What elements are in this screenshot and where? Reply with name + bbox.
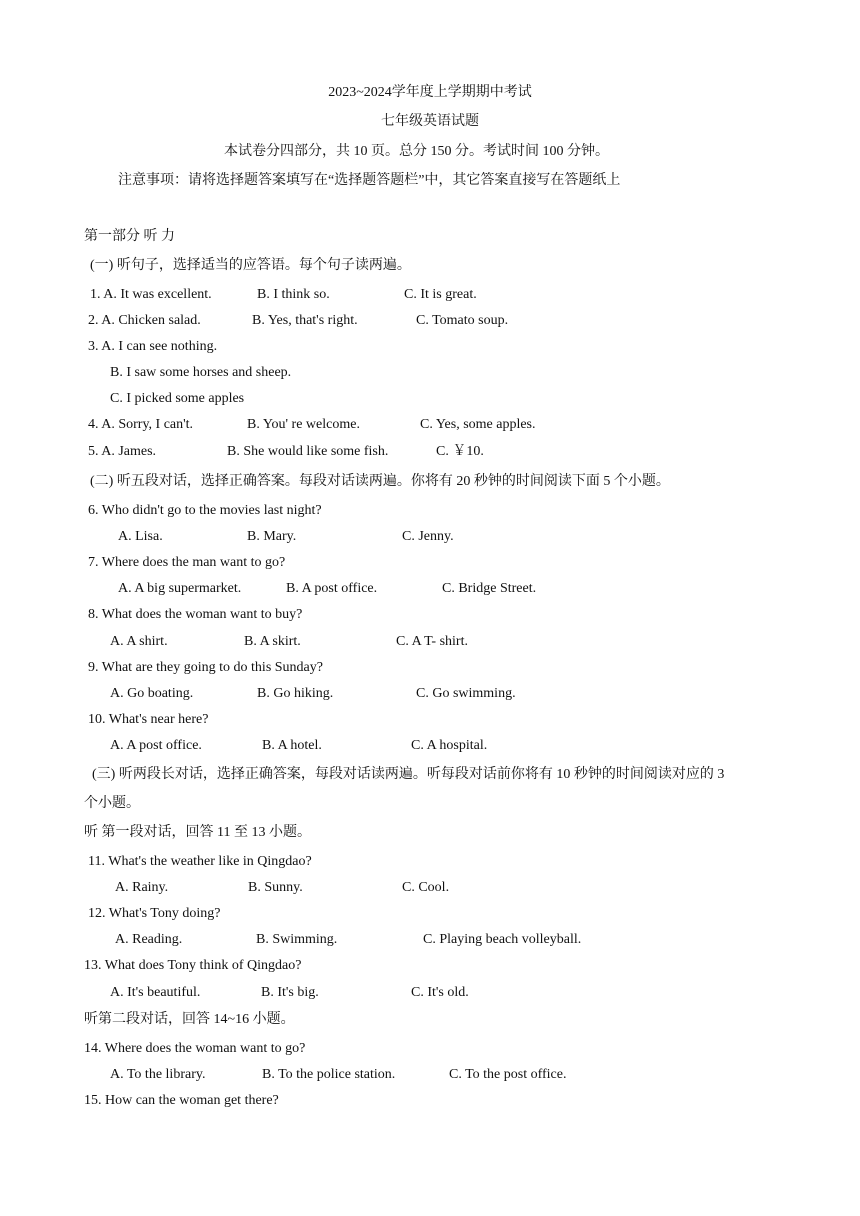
q13-option-b: B. It's big. bbox=[261, 985, 319, 1000]
q13-option-c: C. It's old. bbox=[411, 985, 469, 1000]
q6-option-a: A. Lisa. bbox=[118, 529, 163, 544]
q3-option-b: B. I saw some horses and sheep. bbox=[110, 365, 292, 380]
q14-option-c: C. To the post office. bbox=[449, 1067, 567, 1082]
q13-option-a: A. It's beautiful. bbox=[110, 985, 201, 1000]
section3-instruction-cont: 个小题。 bbox=[84, 796, 140, 811]
q9-option-c: C. Go swimming. bbox=[416, 686, 516, 701]
q12-option-c: C. Playing beach volleyball. bbox=[423, 932, 582, 947]
q12-option-a: A. Reading. bbox=[115, 932, 183, 947]
q7-option-c: C. Bridge Street. bbox=[442, 581, 537, 596]
q9-option-b: B. Go hiking. bbox=[257, 686, 334, 701]
part1-title: 第一部分 听 力 bbox=[84, 229, 175, 244]
q14-stem: 14. Where does the woman want to go? bbox=[84, 1041, 306, 1056]
q14-option-b: B. To the police station. bbox=[262, 1067, 396, 1082]
dialogue2-instruction: 听第二段对话，回答 14~16 小题。 bbox=[84, 1012, 295, 1027]
q3-option-c: C. I picked some apples bbox=[110, 391, 245, 406]
q2-option-c: C. Tomato soup. bbox=[416, 313, 509, 328]
q11-option-a: A. Rainy. bbox=[115, 880, 169, 895]
q10-stem: 10. What's near here? bbox=[88, 712, 209, 727]
q11-option-b: B. Sunny. bbox=[248, 880, 303, 895]
q4-option-a: 4. A. Sorry, I can't. bbox=[88, 417, 194, 432]
q10-option-c: C. A hospital. bbox=[411, 738, 488, 753]
q9-stem: 9. What are they going to do this Sunday? bbox=[88, 660, 323, 675]
q11-option-c: C. Cool. bbox=[402, 880, 450, 895]
q15-stem: 15. How can the woman get there? bbox=[84, 1093, 279, 1108]
q2-option-b: B. Yes, that's right. bbox=[252, 313, 358, 328]
q12-stem: 12. What's Tony doing? bbox=[88, 906, 221, 921]
q7-option-b: B. A post office. bbox=[286, 581, 378, 596]
q13-stem: 13. What does Tony think of Qingdao? bbox=[84, 958, 302, 973]
q4-option-b: B. You' re welcome. bbox=[247, 417, 360, 432]
section3-instruction: (三) 听两段长对话，选择正确答案，每段对话读两遍。听每段对话前你将有 10 秒钟的时间阅读对应的 3 bbox=[92, 767, 725, 782]
q8-option-b: B. A skirt. bbox=[244, 634, 301, 649]
q6-option-b: B. Mary. bbox=[247, 529, 297, 544]
q2-option-a: 2. A. Chicken salad. bbox=[88, 313, 201, 328]
q9-option-a: A. Go boating. bbox=[110, 686, 194, 701]
q1-option-c: C. It is great. bbox=[404, 287, 477, 302]
exam-info: 本试卷分四部分，共 10 页。总分 150 分。考试时间 100 分钟。 bbox=[224, 144, 609, 159]
q6-stem: 6. Who didn't go to the movies last night? bbox=[88, 503, 322, 518]
q14-option-a: A. To the library. bbox=[110, 1067, 206, 1082]
q1-option-b: B. I think so. bbox=[257, 287, 330, 302]
q8-option-c: C. A T- shirt. bbox=[396, 634, 468, 649]
q5-option-c: C. ￥10. bbox=[436, 444, 484, 459]
q5-option-a: 5. A. James. bbox=[88, 444, 157, 459]
dialogue1-instruction: 听 第一段对话，回答 11 至 13 小题。 bbox=[84, 825, 311, 840]
q4-option-c: C. Yes, some apples. bbox=[420, 417, 536, 432]
section2-instruction: (二) 听五段对话，选择正确答案。每段对话读两遍。你将有 20 秒钟的时间阅读下面 5 个小题。 bbox=[90, 474, 670, 489]
section1-instruction: (一) 听句子，选择适当的应答语。每个句子读两遍。 bbox=[90, 258, 411, 273]
exam-subtitle: 七年级英语试题 bbox=[381, 114, 479, 129]
q7-option-a: A. A big supermarket. bbox=[118, 581, 242, 596]
exam-title: 2023~2024学年度上学期期中考试 bbox=[328, 85, 532, 100]
exam-notice: 注意事项：请将选择题答案填写在“选择题答题栏”中，其它答案直接写在答题纸上 bbox=[118, 173, 621, 188]
q5-option-b: B. She would like some fish. bbox=[227, 444, 389, 459]
q8-stem: 8. What does the woman want to buy? bbox=[88, 607, 303, 622]
q11-stem: 11. What's the weather like in Qingdao? bbox=[88, 854, 312, 869]
q8-option-a: A. A shirt. bbox=[110, 634, 168, 649]
q6-option-c: C. Jenny. bbox=[402, 529, 454, 544]
q3-option-a: 3. A. I can see nothing. bbox=[88, 339, 218, 354]
q7-stem: 7. Where does the man want to go? bbox=[88, 555, 286, 570]
q1-option-a: 1. A. It was excellent. bbox=[90, 287, 212, 302]
q10-option-a: A. A post office. bbox=[110, 738, 202, 753]
q10-option-b: B. A hotel. bbox=[262, 738, 322, 753]
q12-option-b: B. Swimming. bbox=[256, 932, 338, 947]
